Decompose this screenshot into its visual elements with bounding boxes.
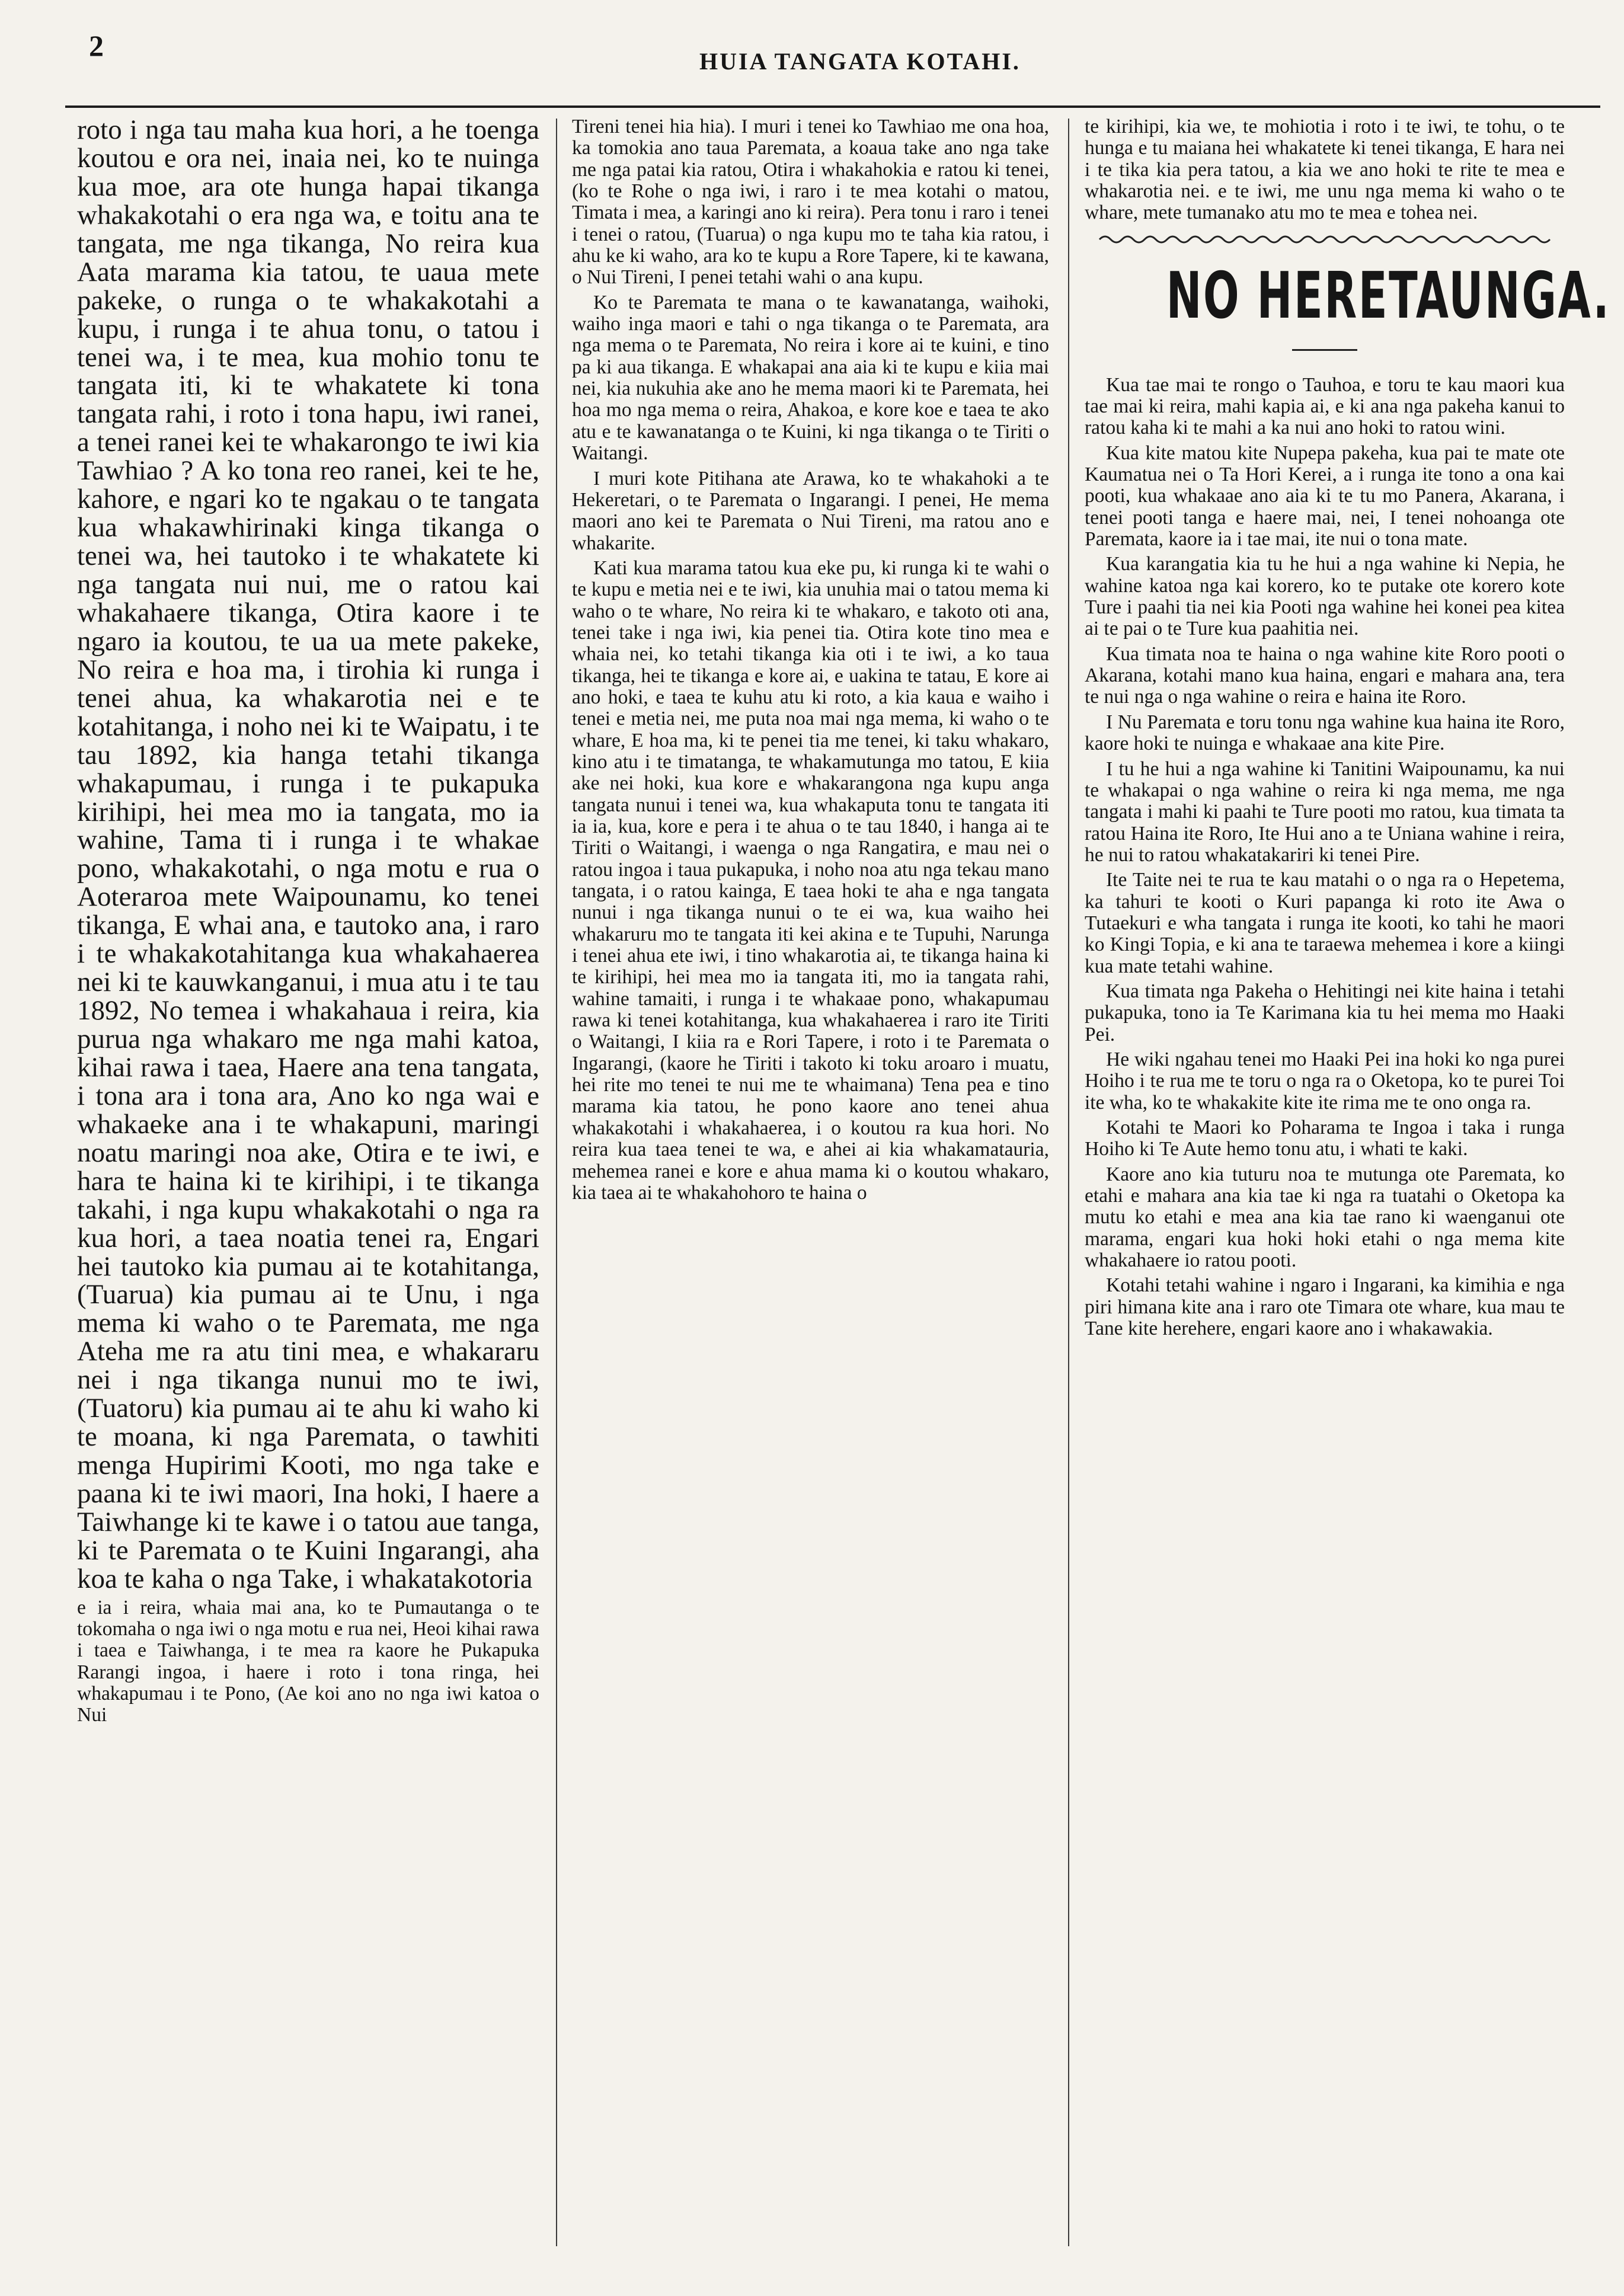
paragraph: Kotahi te Maori ko Poharama te Ingoa i taka i runga Hoiho ki Te Aute hemo tonu atu, i whati te kaki. xyxy=(1085,1117,1565,1160)
header-rule xyxy=(65,105,1600,108)
paragraph: Kotahi tetahi wahine i ngaro i Ingarani, ka kimihia e nga piri himana kite ana i raro ote Timara ote whare, kua mau te Tane kite herehere, engari kaore ano i whakawakia. xyxy=(1085,1274,1565,1340)
paragraph: I tu he hui a nga wahine ki Tanitini Waipounamu, ka nui te whakapai o nga wahine o reira ki nga mema, me nga tangata i mahi ki paahi te Ture pooti mo ratou, kua timata ta ratou Haina ite Roro, Ite Hui ano a te Uniana wahine i reira, he nui to ratou whakatakariri ki tenei Pire. xyxy=(1085,757,1565,866)
paragraph: Ko te Paremata te mana o te kawanatanga, waihoki, waiho inga maori e tahi o nga tikanga o te Paremata, ara nga mema o te Paremata, No reira i kore ai te kuini, e tino pa ki aua tikanga. E whakapai ana aia ki te kupu e kiia mai nei, kia nukuhia ake ano he mema maori ki te Paremata, hei hoa mo nga mema o reira, Ahakoa, e kore koe e taea te ako atu e te kawanatanga o te Kuini, ki nga tikanga o te Tiriti o Waitangi. xyxy=(572,291,1049,465)
text-column-3 xyxy=(1085,116,1611,2256)
heading-rule xyxy=(1292,349,1357,351)
paragraph: Kati kua marama tatou kua eke pu, ki runga ki te wahi o te kupu e metia nei e te iwi, kia unuhia mai o tatou mema ki waho o te whare, No reira ki te whakaro, e takoto oti ana, tenei take i nga iwi, kia penei tia. Otira kote tino mea e whaia nei, ko tetahi tikanga kia oti i te iwi, a ko taua tikanga, hei te tikanga e kore ai, e uakina te tatau, E kore ai ano hoki, e taea te kuhu atu ki roto, a kia kaua e waiho i tenei e metia nei, me puta noa mai nga mema, ki waho o te whare, E hoa ma, ki te penei tia me tenei, ki taku whakaro, kino atu i te timatanga, te whakamutunga mo tatou, E kiia ake nei hoki, kua kore e whakarangona nga kupu anga tangata nunui i tenei wa, kua whakaputa tonu te tangata iti ia ia, kua, kore e pera i te ahua o te tau 1840, i hanga ai te Tiriti o Waitangi, i waenga o nga Rangatira, e mau nei o ratou ingoa i taua pukapuka, i noho noa atu nga tekau mano tangata, i o ratou kainga, E taea hoki te aha e nga tangata nunui i nga tikanga nunui o te ei wa, kua waiho hei whakaruru mo te tangata iti kei akina e te Tupuhi, Narunga i tenei ahua ete iwi, i tino whakarotia ai, te tikanga haina ki te kirihipi, hei mea mo ia tangata iti, mo ia tangata rahi, wahine tamaiti, i runga i te whakaae pono, whakapumau rawa ki tenei kotahitanga, kua whakahaerea i raro ite Tiriti o Waitangi, I kiia ra e Rori Tapere, i roto i te Paremata o Ingarangi, (kaore he Tiriti i takoto ki toku aroaro i muatu, hei rite mo tenei te nui me te whaimana) Tena pea e tino marama kia tatou, he pono kaore ano tenei ahua whakakotahi i whakahaerea, i o koutou ra kua hori. No reira kua taea tenei te wa, e ahei ai kia whakamatauria, mehemea ranei e kore e ahua mama ki o koutou whakaro, kia taea ai te whakahohoro te haina o xyxy=(572,557,1049,1204)
paragraph: I Nu Paremata e toru tonu nga wahine kua haina ite Roro, kaore hoki te nuinga e whakaae ana kite Pire. xyxy=(1085,711,1565,755)
text-column-1 xyxy=(77,116,539,2256)
paragraph: Tireni tenei hia hia). I muri i tenei ko Tawhiao me ona hoa, ka tomokia ano taua Paremata, a koaua take ano nga take me nga patai kia ratou, Otira i whakahokia e ratou ki tenei, (ko te Rohe o nga iwi, i raro i te mea kotahi o matou, Timata i mea, a karingi ano ki reira). Pera tonu i raro i tenei i tenei o ratou, (Tuarua) o nga kupu mo te taha kia ratou, i ahu ke ki waho, ara ko te kupu a Rore Tapere, ki te kawana, o Nui Tireni, I penei tetahi wahi o ana kupu. xyxy=(572,116,1049,289)
paragraph: I muri kote Pitihana ate Arawa, ko te whakahoki a te Hekeretari, o te Paremata o Ingarangi. I penei, He mema maori ano kei te Paremata o Nui Tireni, ma ratou ano e whakarite. xyxy=(572,467,1049,554)
paragraph: Kua tae mai te rongo o Tauhoa, e toru te kau maori kua tae mai ki reira, mahi kapia ai, e ki ana nga pakeha kanui to ratou kaha ki te mahi a ka nui ano hoki to ratou wini. xyxy=(1085,373,1565,439)
running-head: HUIA TANGATA KOTAHI. xyxy=(699,48,1021,75)
page-number: 2 xyxy=(89,29,104,62)
paragraph: Kua karangatia kia tu he hui a nga wahine ki Nepia, he wahine katoa nga kai korero, ko te putake ote korero kote Ture i paahi tia nei kia Pooti nga wahine hei konei pea kitea ai te pai o te Ture kua paahitia nei. xyxy=(1085,553,1565,640)
column-rule xyxy=(1068,119,1069,2246)
paragraph: Kaore ano kia tuturu noa te mutunga ote Paremata, ko etahi e mahara ana kia tae ki nga ra tuatahi o Oketopa ka mutu ko etahi e mea ana kia tae rano ki waenganui ote marama, engari kua hoki hoki etahi o nga mema kite whakahaere io ratou pooti. xyxy=(1085,1163,1565,1272)
paragraph: Kua kite matou kite Nupepa pakeha, kua pai te mate ote Kaumatua nei o Ta Hori Kerei, a i runga ite tono a ona kai pooti, kua whakaae ano aia ki te tu mo Panera, Akarana, i tenei pooti tanga e haere mai, nei, I tenei nohoanga ote Paremata, kaore ia i tae mai, ite nui o tona mate. xyxy=(1085,442,1565,551)
paragraph: Kua timata nga Pakeha o Hehitingi nei kite haina i tetahi pukapuka, tono ia Te Karimana kia tu hei mema mo Haaki Pei. xyxy=(1085,980,1565,1045)
text-column-2 xyxy=(572,116,1049,2256)
paragraph: Ite Taite nei te rua te kau matahi o o nga ra o Hepetema, ka tahuri te kooti o Kuri papanga ki roto ite Awa o Tutaekuri e wha tangata i runga ite kooti, ko tahi he maori ko Kingi Topia, e ki ana te taraewa mehemea i kore a kiingi kua mate tetahi wahine. xyxy=(1085,869,1565,977)
paragraph: Kua timata noa te haina o nga wahine kite Roro pooti o Akarana, kotahi mano kua haina, engari e mahara ana, tera te nui nga o nga wahine o reira e haina ite Roro. xyxy=(1085,642,1565,708)
paragraph: e ia i reira, whaia mai ana, ko te Pumautanga o te tokomaha o nga iwi o nga motu e rua nei, Heoi kihai rawa i taea e Taiwhanga, i te mea ra kaore he Pukapuka Rarangi ingoa, i haere i roto i tona ringa, hei whakapumau i te Pono, (Ae koi ano no nga iwi katoa o Nui xyxy=(77,1596,539,1726)
wavy-divider xyxy=(1099,232,1550,247)
paragraph: He wiki ngahau tenei mo Haaki Pei ina hoki ko nga purei Hoiho i te rua me te toru o nga ra o Oketopa, ko te purei Toi ite wha, ko te whakakite kite ite rima me te ono onga ra. xyxy=(1085,1048,1565,1114)
column-rule xyxy=(556,119,557,2246)
section-heading: NO HERETAUNGA. xyxy=(1166,258,1611,333)
paragraph: roto i nga tau maha kua hori, a he toenga koutou e ora nei, inaia nei, ko te nuinga kua moe, ara ote hunga hapai tikanga whakakotahi o era nga wa, e toitu ana te tangata, me nga tikanga, No reira kua Aata marama kia tatou, te uaua mete pakeke, o runga o te whakakotahi a kupu, i runga i te ahua tonu, o tatou i tenei wa, i te mea, kua mohio tonu te tangata iti, ki te whakatete ki tona tangata rahi, i roto i tona hapu, iwi ranei, a tenei ranei kei te whakarongo te iwi kia Tawhiao ? A ko tona reo ranei, kei te he, kahore, e ngari ko te ngakau o te tangata kua whakawhirinaki kinga tikanga o tenei wa, hei tautoko i te whakatete ki nga tangata nui nui, me o ratou kai whakahaere tikanga, Otira kaore i te ngaro ia koutou, te ua ua mete pakeke, No reira e hoa ma, i tirohia ki runga i tenei ahua, ka whakarotia nei e te kotahitanga, i noho nei ki te Waipatu, i te tau 1892, kia hanga tetahi tikanga whakapumau, i runga i te pukapuka kirihipi, hei mea mo ia tangata, mo ia wahine, Tama ti i runga i te whakae pono, whakakotahi, o nga motu e rua o Aoteraroa mete Waipounamu, ko tenei tikanga, E whai ana, e tautoko ana, i raro i te whakakotahitanga kua whakahaerea nei ki te kauwkanganui, i mua atu i te tau 1892, No temea i whakahaua i reira, kia purua nga whakaro me nga mahi katoa, kihai rawa i taea, Haere ana tena tangata, i tona ara i tona ara, Ano ko nga wai e whakaeke ana i te whakapuni, maringi noatu maringi noa ake, Otira e te iwi, e hara te haina ki te kirihipi, i te tikanga takahi, i nga kupu whakakotahi o nga ra kua hori, a taea noatia tenei ra, Engari hei tautoko kia pumau ai te kotahitanga, (Tuarua) kia pumau ai te Unu, i nga mema ki waho o te Paremata, me nga Ateha me ra atu tini mea, e whakararu nei i nga tikanga nunui mo te iwi, (Tuatoru) kia pumau ai te ahu ki waho ki te moana, ki nga Paremata, o tawhiti menga Hupirimi Kooti, mo nga take e paana ki te iwi maori, Ina hoki, I haere a Taiwhange ki te kawe i o tatou aue tanga, ki te Paremata o te Kuini Ingarangi, aha koa te kaha o nga Take, i whakatakotoria xyxy=(77,114,539,1594)
paragraph: te kirihipi, kia we, te mohiotia i roto i te iwi, te tohu, o te hunga e tu maiana hei whakatete ki tenei tikanga, E hara nei i te tika kia pera tatou, a kia we ano hoki te rite te mea e whakarotia nei. e te iwi, me unu nga mema ki waho o te whare, mete tumanako atu mo te mea e tohea nei. xyxy=(1085,116,1565,224)
